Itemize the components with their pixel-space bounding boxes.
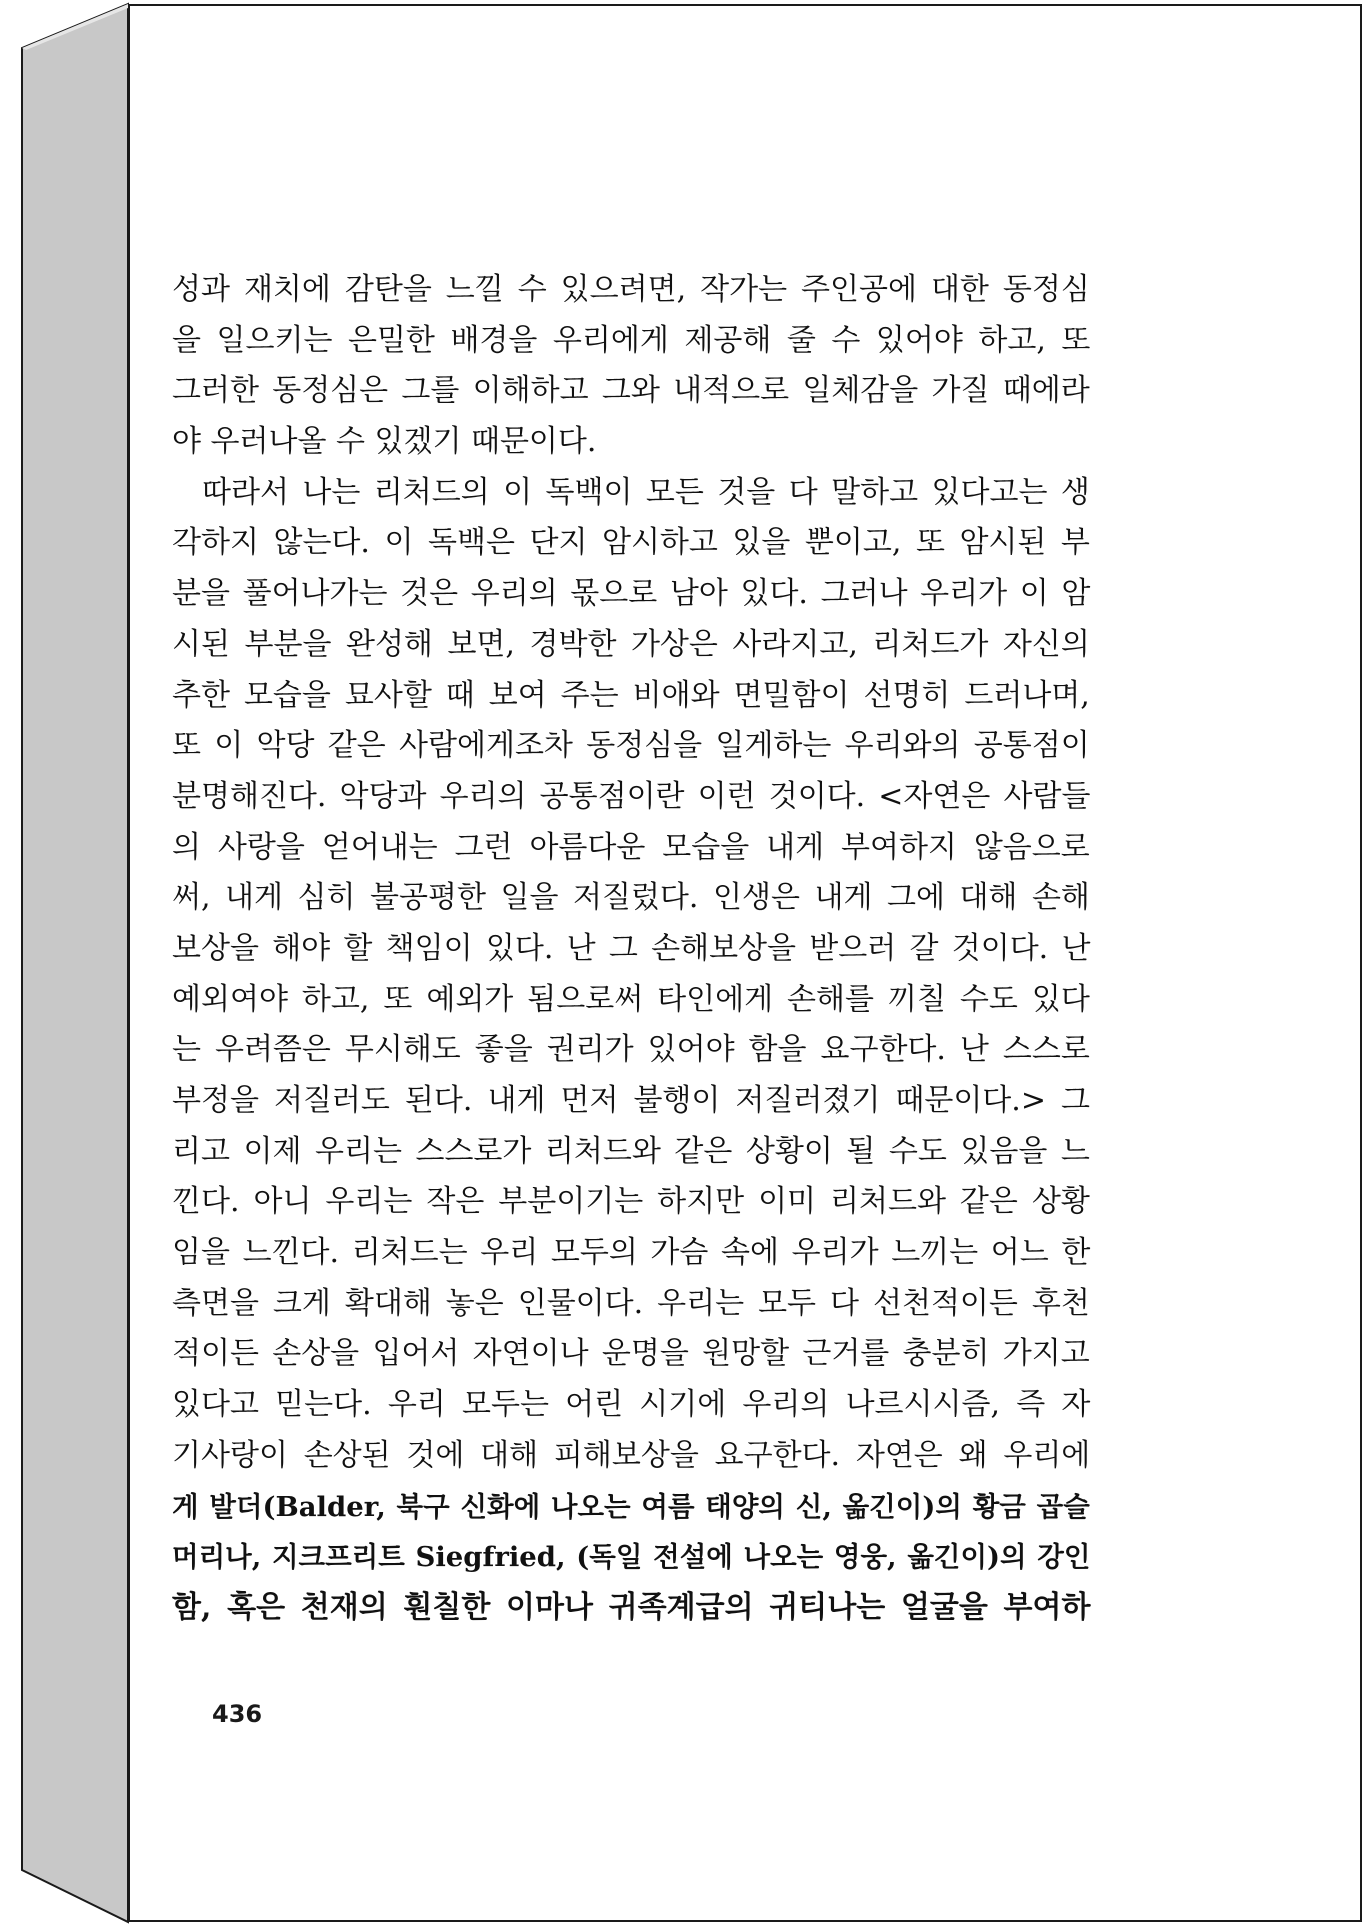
text-line [172,823,1090,874]
text-line [172,671,1090,722]
text-line [172,1177,1090,1228]
text-line-content: 추한 모습을 묘사할 때 보여 주는 비애와 면밀함이 선명히 드러나며, [172,677,1090,713]
text-line-content: 또 이 악당 같은 사람에게조차 동정심을 일게하는 우리와의 공통점이 [172,728,1090,764]
text-line-content: 보상을 해야 할 책임이 있다. 난 그 손해보상을 받으러 갈 것이다. 난 [172,930,1091,966]
text-line [172,873,1090,924]
text-line-content: 측면을 크게 확대해 놓은 인물이다. 우리는 모두 다 선천적이든 후천 [172,1285,1090,1321]
text-line [172,1076,1090,1127]
text-line-content: 분을 풀어나가는 것은 우리의 몫으로 남아 있다. 그러나 우리가 이 암 [172,576,1091,612]
text-line [172,1127,1090,1178]
text-line-content: 야 우러나올 수 있겠기 때문이다. [172,424,597,460]
text-line-content: 시된 부분을 완성해 보면, 경박한 가상은 사라지고, 리처드가 자신의 [172,626,1090,662]
body-text [172,265,1090,1634]
text-line-content: 각하지 않는다. 이 독백은 단지 암시하고 있을 뿐이고, 또 암시된 부 [172,525,1090,561]
text-line [172,1279,1090,1330]
text-line-content: 을 일으키는 은밀한 배경을 우리에게 제공해 줄 수 있어야 하고, 또 [172,322,1091,358]
text-line-content: 써, 내게 심히 불공평한 일을 저질렀다. 인생은 내게 그에 대해 손해 [172,880,1090,916]
text-line [172,1482,1090,1533]
text-line-content: 그러한 동정심은 그를 이해하고 그와 내적으로 일체감을 가질 때에라 [172,373,1090,409]
text-line-content: 분명해진다. 악당과 우리의 공통점이란 이런 것이다. <자연은 사람들 [172,778,1091,814]
text-line [172,924,1090,975]
text-line [172,518,1090,569]
text-line-content: 있다고 믿는다. 우리 모두는 어린 시기에 우리의 나르시시즘, 즉 자 [172,1387,1091,1423]
text-line [172,417,1090,468]
text-line-content: 리고 이제 우리는 스스로가 리처드와 같은 상황이 될 수도 있음을 느 [172,1133,1090,1169]
text-line [172,1228,1090,1279]
text-line [172,772,1090,823]
text-line-content: 적이든 손상을 입어서 자연이나 운명을 원망할 근거를 충분히 가지고 [172,1336,1090,1372]
text-line-content: 기사랑이 손상된 것에 대해 피해보상을 요구한다. 자연은 왜 우리에 [172,1437,1091,1473]
text-line [172,1380,1090,1431]
text-line [172,468,1090,519]
text-line-content: 는 우려쯤은 무시해도 좋을 권리가 있어야 함을 요구한다. 난 스스로 [172,1032,1090,1068]
text-line [172,975,1090,1026]
text-line [172,569,1090,620]
text-line-content: 낀다. 아니 우리는 작은 부분이기는 하지만 이미 리처드와 같은 상황 [172,1184,1090,1220]
text-line-content: 함, 혹은 천재의 훤칠한 이마나 귀족계급의 귀티나는 얼굴을 부여하 [172,1589,1091,1625]
text-line [172,366,1090,417]
text-line [172,1329,1090,1380]
text-line-content: 부정을 저질러도 된다. 내게 먼저 불행이 저질러졌기 때문이다.> 그 [172,1083,1090,1118]
text-line [172,620,1090,671]
text-line-content: 성과 재치에 감탄을 느낄 수 있으려면, 작가는 주인공에 대한 동정심 [172,272,1090,307]
text-line-content: 게 발더(Balder, 북구 신화에 나오는 여름 태양의 신, 옮긴이)의 황금 곱슬 [172,1490,1090,1523]
text-line-content: 의 사랑을 얻어내는 그런 아름다운 모습을 내게 부여하지 않음으로 [172,829,1090,865]
text-line-content: 따라서 나는 리처드의 이 독백이 모든 것을 다 말하고 있다고는 생 [202,474,1090,510]
text-line [172,1025,1090,1076]
text-line [172,1431,1090,1482]
text-line [172,1583,1090,1634]
text-line-content: 머리나, 지크프리트 Siegfried, (독일 전설에 나오는 영웅, 옮긴이)의 강인 [172,1541,1091,1574]
text-line-content: 임을 느낀다. 리처드는 우리 모두의 가슴 속에 우리가 느끼는 어느 한 [172,1235,1091,1271]
text-line-content: 예외여야 하고, 또 예외가 됨으로써 타인에게 손해를 끼칠 수도 있다 [172,981,1090,1017]
text-line [172,265,1090,316]
text-line [172,316,1090,367]
text-line [172,1532,1090,1583]
page-number: 436 [212,1700,263,1728]
text-line [172,721,1090,772]
